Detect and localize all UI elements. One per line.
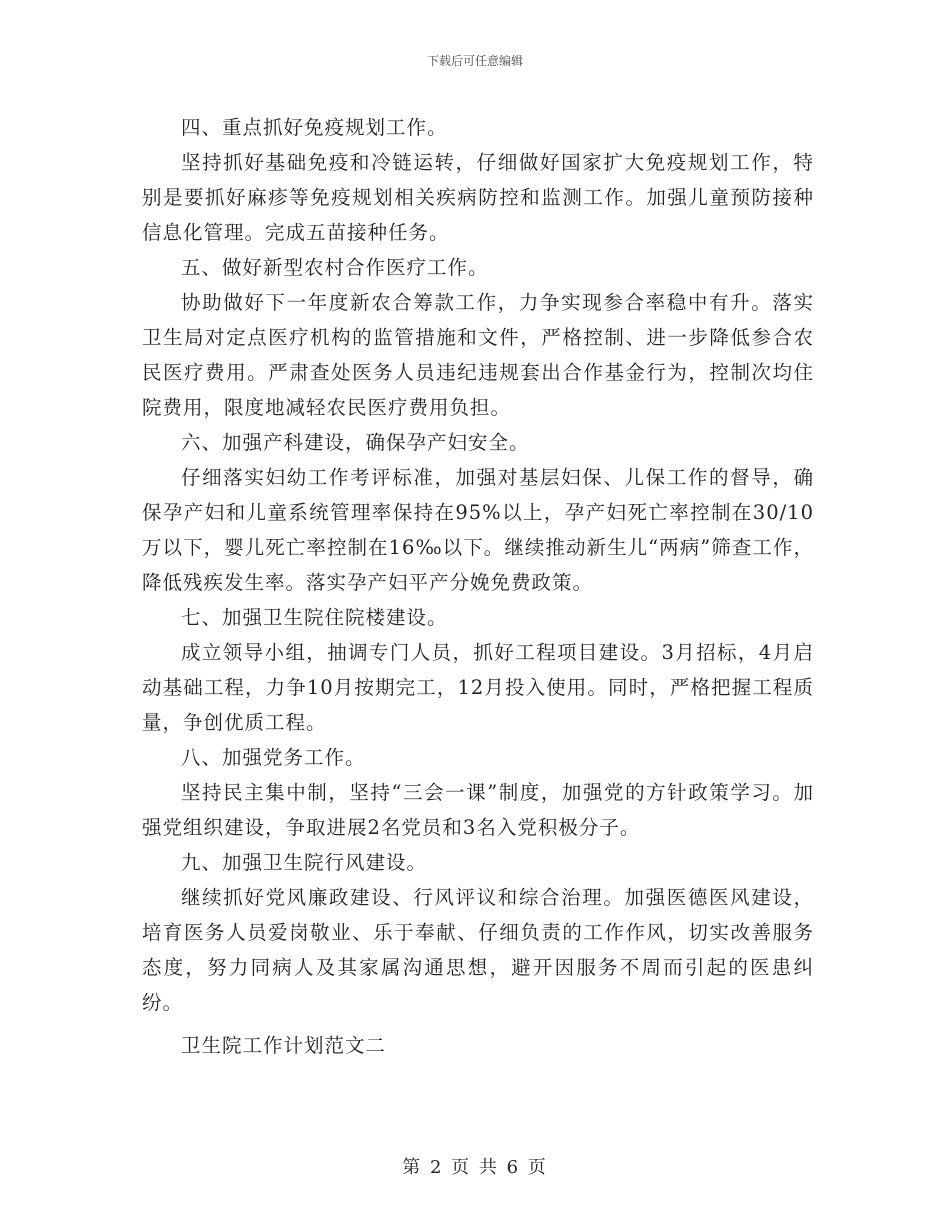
section-paragraph: 成立领导小组，抽调专门人员，抓好工程项目建设。3月招标，4月启动基础工程，力争10月按期完工，12月投入使用。同时，严格把握工程质量，争创优质工程。	[142, 641, 814, 734]
section-heading: 九、加强卫生院行风建设。	[181, 851, 428, 874]
section-paragraph: 协助做好下一年度新农合筹款工作，力争实现参合率稳中有升。落实卫生局对定点医疗机构的监管措施和文件，严格控制、进一步降低参合农民医疗费用。严肃查处医务人员违纪违规套出合作基金行为，控制次均住院费用，限度地减轻农民医疗费用负担。	[142, 291, 814, 419]
page-number: 第 2 页 共 6 页	[402, 1157, 548, 1178]
section-heading: 五、做好新型农村合作医疗工作。	[181, 256, 489, 279]
page-header: 下载后可任意编辑	[426, 54, 523, 68]
section-paragraph: 仔细落实妇幼工作考评标准，加强对基层妇保、儿保工作的督导，确保孕产妇和儿童系统管理率保持在95%以上，孕产妇死亡率控制在30/10万以下，婴儿死亡率控制在16‰以下。继续推动新生儿“两病”筛查工作，降低残疾发生率。落实孕产妇平产分娩免费政策。	[142, 466, 814, 594]
section-heading: 六、加强产科建设，确保孕产妇安全。	[181, 431, 530, 454]
section-paragraph: 坚持民主集中制，坚持“三会一课”制度，加强党的方针政策学习。加强党组织建设，争取进展2名党员和3名入党积极分子。	[142, 781, 814, 839]
section-heading: 四、重点抓好免疫规划工作。	[181, 116, 448, 139]
section-heading: 七、加强卫生院住院楼建设。	[181, 606, 448, 629]
section-heading: 八、加强党务工作。	[181, 746, 366, 769]
section-paragraph: 坚持抓好基础免疫和冷链运转，仔细做好国家扩大免疫规划工作，特别是要抓好麻疹等免疫规划相关疾病防控和监测工作。加强儿童预防接种信息化管理。完成五苗接种任务。	[142, 151, 814, 244]
document-body	[142, 110, 814, 1063]
section-paragraph: 继续抓好党风廉政建设、行风评议和综合治理。加强医德医风建设，培育医务人员爱岗敬业、乐于奉献、仔细负责的工作作风，切实改善服务态度，努力同病人及其家属沟通思想，避开因服务不周而引起的医患纠纷。	[142, 886, 814, 1014]
next-document-title: 卫生院工作计划范文二	[181, 1034, 387, 1057]
